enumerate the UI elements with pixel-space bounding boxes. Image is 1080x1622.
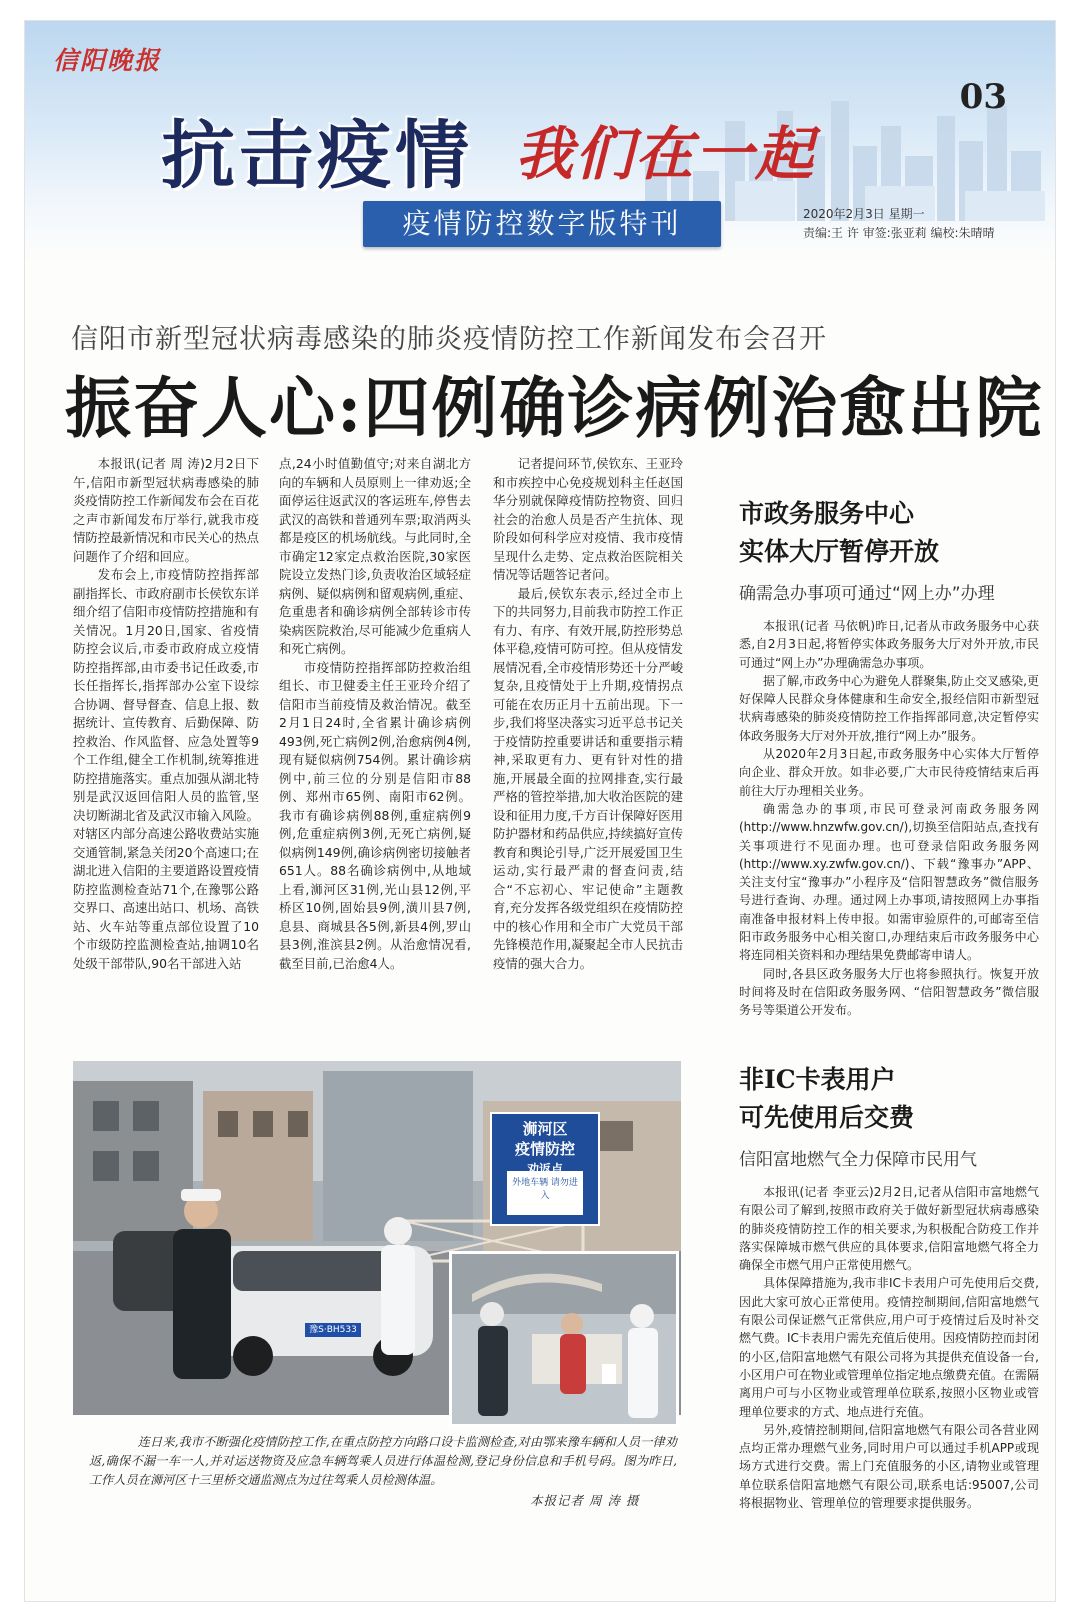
issue-date: 2020年2月3日 星期一 (803, 207, 925, 221)
side2-subtitle: 信阳富地燃气全力保障市民用气 (739, 1150, 977, 1170)
news-photo-inset-temperature-check (449, 1251, 679, 1427)
temperature-check-scene (452, 1254, 676, 1424)
page-number: 03 (959, 77, 1007, 117)
paragraph: 同时,各县区政务服务大厅也将参照执行。恢复开放时间将及时在信阳政务服务网、“信阳智慧政务”微信服务号等渠道公开发布。 (739, 966, 1039, 1018)
dateline (803, 205, 1043, 243)
masthead (25, 21, 1055, 261)
paragraph: 记者提问环节,侯钦东、王亚玲和市疾控中心免疫规划科主任赵国华分别就保障疫情防控物资、回归社会的治愈人员是否产生抗体、现阶段如何科学应对疫情、我市疫情呈现什么走势、定点救治医院相关情况等话题答记者问。 (493, 456, 683, 582)
paragraph: 具体保障措施为,我市非IC卡表用户可先使用后交费,因此大家可放心正常使用。疫情控制期间,信阳富地燃气有限公司保证燃气正常供应,用户可于疫情过后及时补交燃气费。IC卡表用户需先充值后使用。因疫情防控而封闭的小区,信阳富地燃气有限公司将为其提供充值设备一台,小区用户可在物业或管理单位指定地点缴费充值。在需隔离用户可与小区物业或管理单位联系,按照小区物业或管理单位要求的方式、地点进行充值。 (739, 1276, 1040, 1419)
photo-credit: 本报记者 周 涛 摄 (530, 1493, 640, 1508)
paragraph: 最后,侯钦东表示,经过全市上下的共同努力,目前我市防控工作正有力、有序、有效开展,防控形势总体平稳,疫情可防可控。但从疫情发展情况看,全市疫情形势还十分严峻复杂,且疫情处于上升期,疫情拐点可能在农历正月十五前出现。下一步,我们将坚决落实习近平总书记关于疫情防控重要讲话和重要指示精神,采取更有力、更有针对性的措施,开展最全面的拉网排查,实行最严格的管控举措,加大收治医院的建设和征用力度,千方百计保障好医用防护器材和药品供应,持续搞好宣传教育和舆论引导,广泛开展爱国卫生运动,实行最严肃的督查问责,结合“不忘初心、牢记使命”主题教育,充分发挥各级党组织在疫情防控中的核心作用和全市广大党员干部先锋模范作用,凝聚起全市人民抗击疫情的强大合力。 (493, 585, 683, 971)
license-plate: 豫S·BH533 (309, 1325, 357, 1335)
lead-headline: 振奋人心:四例确诊病例治愈出院 (65, 369, 1044, 447)
editor-credits: 责编:王 许 审签:张亚莉 编校:朱晴晴 (803, 226, 995, 240)
sign-subtitle: 劝返点 (526, 1162, 563, 1176)
section-main-title: 抗击疫情 (161, 113, 473, 199)
paragraph: 点,24小时值勤值守;对来自湖北方向的车辆和人员原则上一律劝返;全面停运往返武汉的客运班车,停售去武汉的高铁和普通列车票;取消两头都是疫区的机场航线。与此同时,全市确定12家定点救治医院,30家医院设立发热门诊,负责收治区域轻症病例、疑似病例和留观病例,重症、危重患者和确诊病例全部转诊市传染病医院救治,尽可能减少危重病人和死亡病例。 (279, 456, 471, 656)
side2-title-line2: 可先使用后交费 (739, 1103, 915, 1132)
side2-body (739, 1183, 1039, 1512)
sign-notice: 外地车辆 请勿进入 (512, 1178, 578, 1201)
paragraph: 从2020年2月3日起,市政务服务中心实体大厅暂停向企业、群众开放。如非必要,广大市民待疫情结束后再前往大厅办理相关业务。 (739, 747, 1039, 798)
sign-district: 浉河区 (522, 1120, 568, 1138)
paragraph: 本报讯(记者 周 涛)2月2日下午,信阳市新型冠状病毒感染的肺炎疫情防控工作新闻发布会在百花之声市新闻发布厅举行,就我市疫情防控最新情况和市民关心的热点问题作了介绍和回应。 (73, 456, 259, 564)
checkpoint-sign (491, 1119, 599, 1179)
side1-body (739, 617, 1039, 1020)
lead-subtitle: 信阳市新型冠状病毒感染的肺炎疫情防控工作新闻发布会召开 (71, 324, 827, 355)
lead-column-2 (279, 455, 471, 973)
special-edition-banner: 疫情防控数字版特刊 (363, 201, 721, 247)
paragraph: 发布会上,市疫情防控指挥部副指挥长、市政府副市长侯钦东详细介绍了信阳市疫情防控措施和有关情况。1月20日,国家、省疫情防控会议后,市委市政府成立疫情防控指挥部,由市委书记任政委,市长任指挥长,指挥部办公室下设综合协调、督导督查、信息上报、数据统计、宣传教育、后勤保障、防控救治、作风监督、应急处置等9个工作组,健全工作机制,统筹推进防控措施落实。重点加强从湖北特别是武汉返回信阳人员的监管,坚决切断湖北省及武汉市输入风险。对辖区内部分高速公路收费站实施交通管制,紧急关闭20个高速口;在湖北进入信阳的主要道路设置疫情防控监测检查站71个,在豫鄂公路交界口、高速出站口、机场、高铁站、火车站等重点部位设置了10个市级防控监测检查站,抽调10名处级干部带队,90名干部进入站 (73, 567, 259, 971)
paragraph: 确需急办的事项,市民可登录河南政务服务网(http://www.hnzwfw.gov.cn/),切换至信阳站点,查找有关事项进行不见面办理。也可登录信阳政务服务网(http://www.xy.zwfw.gov.cn/)、下载“豫事办”APP、关注支付宝“豫事办”小程序及“信阳智慧政务”微信服务号进行查询、办理。通过网上办事项,请按照网上办事指南准备申报材料上传申报。如需审验原件的,可邮寄至信阳市政务服务中心相关窗口,办理结束后市政务服务中心将连同相关资料和办理结果免费邮寄申请人。 (739, 801, 1039, 963)
lead-column-3 (493, 455, 683, 973)
sign-title: 疫情防控 (514, 1140, 575, 1158)
side1-title-line1: 市政务服务中心 (739, 499, 915, 528)
paragraph: 本报讯(记者 李亚云)2月2日,记者从信阳市富地燃气有限公司了解到,按照市政府关于做好新型冠状病毒感染的肺炎疫情防控工作的相关要求,为积极配合防疫工作并落实保障城市燃气供应的具体要求,信阳富地燃气将全力确保全市燃气用户正常使用燃气。 (739, 1185, 1039, 1273)
newspaper-logo: 信阳晚报 (53, 46, 162, 75)
paragraph: 另外,疫情控制期间,信阳富地燃气有限公司各营业网点均正常办理燃气业务,同时用户可以通过手机APP或现场方式进行交费。需上门充值服务的小区,请物业或管理单位联系信阳富地燃气有限公司,联系电话:95007,公司将根据物业、管理单位的管理要求提供服务。 (739, 1422, 1039, 1511)
paragraph: 市疫情防控指挥部防控救治组组长、市卫健委主任王亚玲介绍了信阳市当前疫情及救治情况。截至2月1日24时,全省累计确诊病例493例,死亡病例2例,治愈病例4例,现有疑似病例754例。累计确诊病例中,前三位的分别是信阳市88例、郑州市65例、南阳市62例。我市有确诊病例88例,重症病例9例,危重症病例3例,无死亡病例,疑似病例149例,确诊病例密切接触者651人。88名确诊病例中,从地域上看,浉河区31例,光山县12例,平桥区10例,固始县9例,潢川县7例,息县、商城县各5例,新县4例,罗山县3例,淮滨县2例。从治愈情况看,截至目前,已治愈4人。 (279, 659, 471, 971)
paper-sheet (24, 20, 1056, 1602)
side1-title-line2: 实体大厅暂停开放 (739, 537, 940, 566)
side2-title (739, 1061, 914, 1137)
paragraph: 据了解,市政务中心为避免人群聚集,防止交叉感染,更好保障人民群众身体健康和生命安全,报经信阳市新型冠状病毒感染的肺炎疫情防控工作指挥部同意,决定暂停实体政务服务大厅对外开放,推行“网上办”服务。 (739, 673, 1039, 743)
photo-caption: 连日来,我市不断强化疫情防控工作,在重点防控方向路口设卡监测检查,对由鄂来豫车辆和人员一律劝返,确保不漏一车一人,并对运送物资及应急车辆驾乘人员进行体温检测,登记身份信息和手机号码。图为昨日,工作人员在浉河区十三里桥交通监测点为过往驾乘人员检测体温。 (89, 1435, 677, 1487)
section-slogan: 我们在一起 (515, 120, 816, 188)
side1-subtitle: 确需急办事项可通过“网上办”办理 (739, 584, 995, 604)
lead-column-1 (73, 455, 259, 973)
paragraph: 本报讯(记者 马依帆)昨日,记者从市政务服务中心获悉,自2月3日起,将暂停实体政务服务大厅对外开放,市民可通过“网上办”办理确需急办事项。 (739, 619, 1039, 670)
side2-title-line1: 非IC卡表用户 (739, 1065, 896, 1094)
side1-title (739, 495, 939, 571)
